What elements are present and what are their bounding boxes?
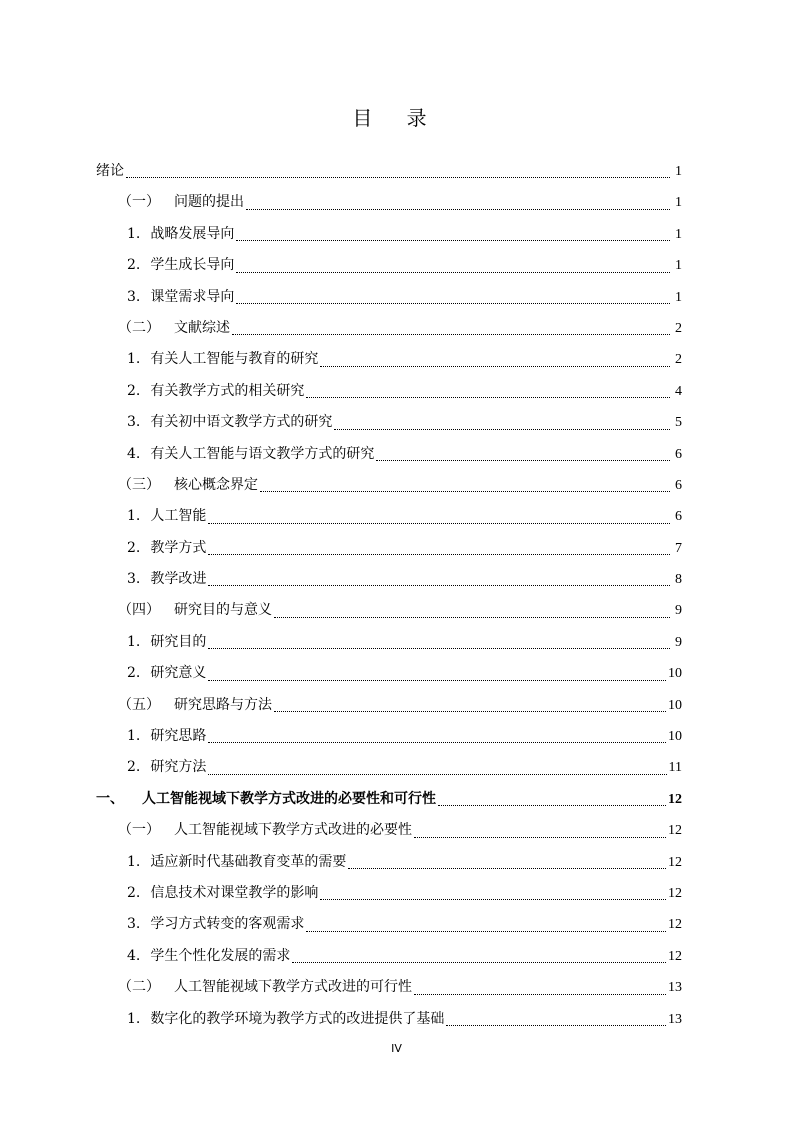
toc-entry[interactable] [96, 439, 682, 470]
toc-entry-title: 有关初中语文教学方式的研究 [150, 414, 333, 431]
toc-leader-dots [274, 701, 666, 712]
toc-entry-number: （二） [118, 979, 160, 996]
toc-entry[interactable] [96, 344, 682, 375]
toc-entry-number: 4. [127, 445, 141, 462]
toc-leader-dots [292, 952, 666, 963]
toc-entry-title: 研究目的与意义 [174, 602, 272, 619]
toc-entry-page: 1 [675, 164, 682, 179]
toc-entry-title: 人工智能视域下教学方式改进的可行性 [174, 979, 412, 996]
toc-entry-page: 1 [675, 258, 682, 274]
toc-entry-title: 研究目的 [150, 633, 207, 650]
toc-entry[interactable] [96, 407, 682, 438]
toc-leader-dots [208, 670, 666, 681]
toc-entry[interactable] [96, 470, 682, 501]
toc-entry-page: 6 [675, 509, 682, 525]
toc-entry[interactable] [96, 658, 682, 689]
toc-leader-dots [348, 858, 666, 869]
toc-entry[interactable] [96, 564, 682, 595]
toc-entry-number: 4. [127, 947, 141, 964]
toc-leader-dots [236, 230, 670, 241]
toc-entry-title: 研究思路与方法 [174, 696, 272, 713]
toc-leader-dots [306, 921, 666, 932]
toc-entry[interactable] [96, 219, 682, 250]
toc-entry-number: （二） [118, 319, 160, 336]
toc-entry-number: 3. [127, 571, 141, 588]
toc-entry-page: 10 [668, 729, 682, 745]
toc-entry-page: 2 [675, 352, 682, 368]
toc-leader-dots [274, 607, 670, 618]
toc-entry-page: 12 [668, 854, 682, 870]
toc-entry-page: 12 [668, 948, 682, 964]
toc-entry-title: 有关人工智能与语文教学方式的研究 [150, 445, 375, 462]
toc-entry-title: 学生个性化发展的需求 [150, 947, 291, 964]
toc-entry-number: 1. [127, 351, 141, 368]
toc-entry-page: 11 [668, 760, 682, 776]
toc-entry-title: 课堂需求导向 [150, 288, 235, 305]
toc-entry-number: 1. [127, 728, 141, 745]
toc-leader-dots [208, 575, 670, 586]
toc-entry-page: 8 [675, 572, 682, 588]
toc-entry-page: 4 [675, 383, 682, 399]
toc-entry[interactable] [96, 941, 682, 972]
toc-leader-dots [320, 889, 666, 900]
toc-leader-dots [438, 795, 666, 806]
toc-entry[interactable] [96, 752, 682, 783]
toc-leader-dots [208, 732, 666, 743]
toc-entry[interactable] [96, 878, 682, 909]
toc-entry-number: 1. [127, 1010, 141, 1027]
toc-entry[interactable] [96, 313, 682, 344]
toc-leader-dots [260, 481, 670, 492]
toc-entry-page: 10 [668, 666, 682, 682]
toc-leader-dots [208, 544, 670, 555]
toc-entry-page: 12 [668, 917, 682, 933]
toc-entry-title: 核心概念界定 [174, 476, 258, 493]
toc-leader-dots [414, 827, 666, 838]
toc-entry-number: 2. [127, 382, 141, 399]
toc-leader-dots [306, 387, 670, 398]
table-of-contents [96, 156, 682, 1035]
toc-entry-title: 人工智能视域下教学方式改进的必要性和可行性 [142, 790, 436, 807]
toc-entry-number: 3. [127, 916, 141, 933]
toc-entry[interactable] [96, 250, 682, 281]
toc-entry[interactable] [96, 690, 682, 721]
toc-entry-page: 1 [675, 289, 682, 305]
toc-title: 目 录 [352, 106, 441, 130]
toc-entry-page: 6 [675, 477, 682, 493]
toc-entry-title: 信息技术对课堂教学的影响 [150, 884, 319, 901]
toc-entry-number: （一） [118, 822, 160, 839]
toc-leader-dots [232, 324, 670, 335]
toc-entry-number: 1. [127, 225, 141, 242]
toc-entry-title: 问题的提出 [174, 194, 244, 211]
toc-entry-page: 6 [675, 446, 682, 462]
toc-leader-dots [320, 356, 670, 367]
toc-entry[interactable] [96, 187, 682, 218]
toc-entry-number: 一、 [96, 790, 124, 807]
toc-entry-page: 9 [675, 634, 682, 650]
toc-entry-title: 教学改进 [150, 571, 207, 588]
toc-entry-number: 1. [127, 508, 141, 525]
toc-entry-page: 12 [668, 885, 682, 901]
toc-entry[interactable] [96, 595, 682, 626]
toc-entry-number: 2. [127, 665, 141, 682]
toc-entry-title: 教学方式 [150, 539, 207, 556]
toc-entry-title: 绪论 [96, 163, 124, 179]
toc-entry[interactable] [96, 533, 682, 564]
toc-entry-page: 1 [675, 195, 682, 211]
toc-entry-title: 数字化的教学环境为教学方式的改进提供了基础 [150, 1010, 445, 1027]
toc-entry-title: 适应新时代基础教育变革的需要 [150, 853, 347, 870]
toc-entry[interactable] [96, 721, 682, 752]
toc-leader-dots [246, 199, 670, 210]
toc-entry-page: 1 [675, 226, 682, 242]
toc-entry[interactable] [96, 972, 682, 1003]
toc-entry-title: 文献综述 [174, 319, 230, 336]
toc-entry[interactable] [96, 501, 682, 532]
toc-entry-page: 5 [675, 415, 682, 431]
toc-entry[interactable] [96, 815, 682, 846]
toc-entry-number: 1. [127, 633, 141, 650]
toc-entry[interactable] [96, 847, 682, 878]
toc-entry-title: 学习方式转变的客观需求 [150, 916, 305, 933]
toc-entry-page: 12 [668, 823, 682, 839]
toc-leader-dots [236, 293, 670, 304]
toc-entry[interactable] [96, 376, 682, 407]
toc-entry-title: 战略发展导向 [150, 225, 235, 242]
toc-entry[interactable] [96, 784, 682, 815]
toc-entry-title: 学生成长导向 [150, 257, 235, 274]
toc-entry-title: 人工智能视域下教学方式改进的必要性 [174, 822, 412, 839]
toc-leader-dots [334, 419, 670, 430]
toc-entry-number: 2. [127, 759, 141, 776]
toc-leader-dots [208, 513, 670, 524]
toc-entry-number: （四） [118, 602, 160, 619]
toc-entry-number: 2. [127, 884, 141, 901]
toc-leader-dots [446, 1015, 666, 1026]
toc-entry-number: 3. [127, 414, 141, 431]
toc-entry-page: 7 [675, 540, 682, 556]
toc-leader-dots [208, 764, 666, 775]
toc-entry[interactable] [96, 1004, 682, 1035]
toc-entry-title: 有关人工智能与教育的研究 [150, 351, 319, 368]
toc-entry[interactable] [96, 627, 682, 658]
toc-entry-number: 3. [127, 288, 141, 305]
toc-entry-number: 1. [127, 853, 141, 870]
toc-entry-title: 人工智能 [150, 508, 207, 525]
toc-entry-page: 9 [675, 603, 682, 619]
toc-entry-page: 13 [668, 980, 682, 996]
toc-leader-dots [208, 638, 670, 649]
toc-entry-number: （五） [118, 696, 160, 713]
page-number-footer: IV [391, 1042, 402, 1055]
toc-entry[interactable] [96, 156, 682, 187]
toc-entry[interactable] [96, 909, 682, 940]
toc-leader-dots [126, 167, 670, 178]
toc-entry-page: 12 [668, 791, 682, 807]
toc-entry-page: 2 [675, 320, 682, 336]
toc-entry[interactable] [96, 282, 682, 313]
toc-entry-page: 10 [668, 697, 682, 713]
toc-entry-title: 研究意义 [150, 665, 207, 682]
toc-entry-number: （三） [118, 476, 160, 493]
toc-entry-number: 2. [127, 257, 141, 274]
toc-leader-dots [414, 984, 666, 995]
toc-entry-number: 2. [127, 539, 141, 556]
toc-entry-number: （一） [118, 194, 160, 211]
toc-entry-title: 有关教学方式的相关研究 [150, 382, 305, 399]
toc-entry-title: 研究方法 [150, 759, 207, 776]
toc-leader-dots [376, 450, 670, 461]
toc-entry-page: 13 [668, 1011, 682, 1027]
toc-leader-dots [236, 262, 670, 273]
toc-entry-title: 研究思路 [150, 728, 207, 745]
